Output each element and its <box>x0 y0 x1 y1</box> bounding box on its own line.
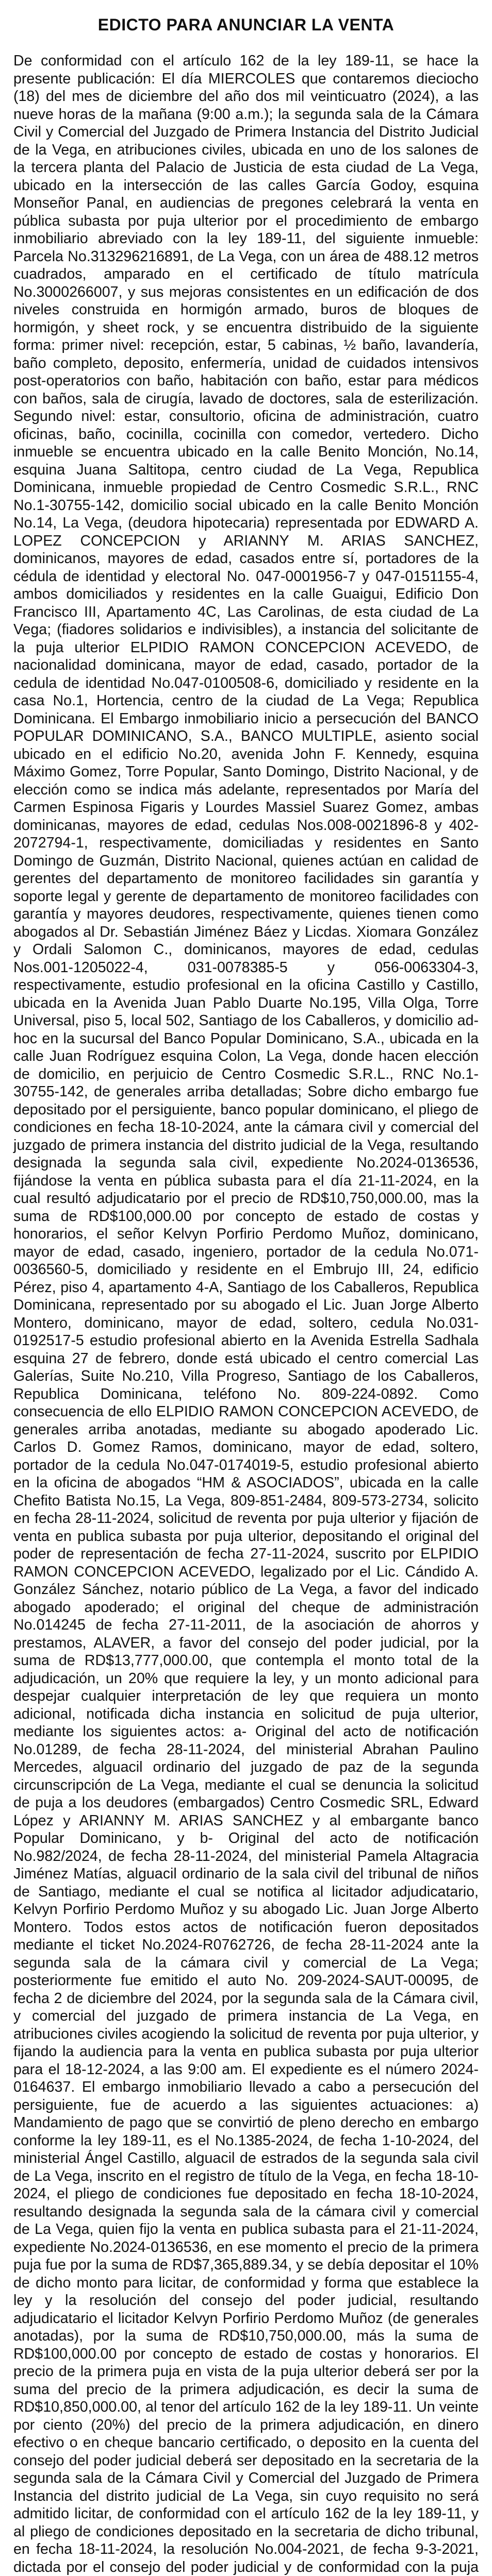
notice-title: EDICTO PARA ANUNCIAR LA VENTA <box>97 15 395 34</box>
notice-body: De conformidad con el artículo 162 de la ley 189-11, se hace la presente publicación: El día MIERCOLES que contaremos dieciocho (18) del mes de diciembre del año dos mil veinticuatro (2024), a las nueve horas de la mañana (9:00 a.m.); la segunda sala de la Cámara Civil y Comercial del Juzgado de Primera Instancia del Distrito Judicial de la Vega, en atribuciones civiles, ubicada en uno de los salones de la tercera planta del Palacio de Justicia de esta ciudad de La Vega, ubicado en la intersección de las calles García Godoy, esquina Monseñor Panal, en audiencias de pregones celebrará la venta en pública subasta por puja ulterior por el procedimiento de embargo inmobiliario abreviado con la ley 189-11, del siguiente inmueble: Parcela No.313296216891, de La Vega, con un área de 488.12 metros cuadrados, amparado en el certificado de título matrícula No.3000266007, y sus mejoras consistentes en un edificación de dos niveles construida en hormigón armado, buros de bloques de hormigón, y sheet rock, y se encuentra distribuido de la siguiente forma: primer nivel: recepción, estar, 5 cabinas, ½ baño, lavandería, baño completo, deposito, enfermería, unidad de cuidados intensivos post-operatorios con baño, habitación con baño, estar para médicos con baños, sala de cirugía, lavado de doctores, sala de esterilización. Segundo nivel: estar, consultorio, oficina de administración, cuatro oficinas, baño, cocinilla, cocinilla con comedor, vertedero. Dicho inmueble se encuentra ubicado en la calle Benito Monción, No.14, esquina Juana Saltitopa, centro ciudad de La Vega, Republica Dominicana, inmueble propiedad de Centro Cosmedic S.R.L., RNC No.1-30755-142, domicilio social ubicado en la calle Benito Monción No.14, La Vega, (deudora hipotecaria) representada por EDWARD A. LOPEZ CONCEPCION y ARIANNY M. ARIAS SANCHEZ, dominicanos, mayores de edad, casados entre sí, portadores de la cédula de identidad y electoral No. 047-0001956-7 y 047-0151155-4, ambos domiciliados y residentes en la calle Guaigui, Edificio Don Francisco III, Apartamento 4C, Las Carolinas, de esta ciudad de La Vega; (fiadores solidarios e indivisibles), a instancia del solicitante de la puja ulterior ELPIDIO RAMON CONCEPCION ACEVEDO, de nacionalidad dominicana, mayor de edad, casado, portador de la cedula de identidad No.047-0100508-6, domiciliado y residente en la casa No.1, Hortencia, centro de la ciudad de La Vega; Republica Dominicana. El Embargo inmobiliario inicio a persecución del BANCO POPULAR DOMINICANO, S.A., BANCO MULTIPLE, asiento social ubicado en el edificio No.20, avenida John F. Kennedy, esquina Máximo Gomez, Torre Popular, Santo Domingo, Distrito Nacional, y de elección como se indica más adelante, representados por María del Carmen Espinosa Figaris y Lourdes Massiel Suarez Gomez, ambas dominicanas, mayores de edad, cedulas Nos.008-0021896-8 y 402-2072794-1, respectivamente, domiciliadas y residentes en Santo Domingo de Guzmán, Distrito Nacional, quienes actúan en calidad de gerentes del departamento de monitoreo facilidades sin garantía y soporte legal y gerente de departamento de monitoreo facilidades con garantía y mayores deudores, respectivamente, quienes tienen como abogados al Dr. Sebastián Jiménez Báez y Licdas. Xiomara González y Ordali Salomon C., dominicanos, mayores de edad, cedulas Nos.001-1205022-4, 031-0078385-5 y 056-0063304-3, respectivamente, estudio profesional en la oficina Castillo y Castillo, ubicada en la Avenida Juan Pablo Duarte No.195, Villa Olga, Torre Universal, piso 5, local 502, Santiago de los Caballeros, y domicilio ad-hoc en la sucursal del Banco Popular Dominicano, S.A., ubicada en la calle Juan Rodríguez esquina Colon, La Vega, donde hacen elección de domicilio, en perjuicio de Centro Cosmedic S.R.L., RNC No.1-30755-142, de generales arriba detalladas; Sobre dicho embargo fue depositado por el persiguiente, banco popular dominicano, el pliego de condiciones en fecha 18-10-2024, ante la cámara civil y comercial del juzgado de primera instancia del distrito judicial de la Vega, resultando designada la segunda sala civil, expediente No.2024-0136536, fijándose la venta en pública subasta para el día 21-11-2024, en la cual resultó adjudicatario por el precio de RD$10,750,000.00, mas la suma de RD$100,000.00 por concepto de estado de costas y honorarios, el señor Kelvyn Porfirio Perdomo Muñoz, dominicano, mayor de edad, casado, ingeniero, portador de la cedula No.071-0036560-5, domiciliado y residente en el Embrujo III, 24, edificio Pérez, piso 4, apartamento 4-A, Santiago de los Caballeros, Republica Dominicana, representado por su abogado el Lic. Juan Jorge Alberto Montero, dominicano, mayor de edad, soltero, cedula No.031-0192517-5 estudio profesional abierto en la Avenida Estrella Sadhala esquina 27 de febrero, donde está ubicado el centro comercial Las Galerías, Suite No.210, Villa Progreso, Santiago de los Caballeros, Republica Dominicana, teléfono No. 809-224-0892. Como consecuencia de ello ELPIDIO RAMON CONCEPCION ACEVEDO, de generales arriba anotadas, mediante su abogado apoderado Lic. Carlos D. Gomez Ramos, dominicano, mayor de edad, soltero, portador de la cedula No.047-0174019-5, estudio profesional abierto en la oficina de abogados “HM & ASOCIADOS”, ubicada en la calle Chefito Batista No.15, La Vega, 809-851-2484, 809-573-2734, solicito en fecha 28-11-2024, solicitud de reventa por puja ulterior y fijación de venta en publica subasta por puja ulterior, depositando el original del poder de representación de fecha 27-11-2024, suscrito por ELPIDIO RAMON CONCEPCION ACEVEDO, legalizado por el Lic. Cándido A. González Sánchez, notario público de La Vega, a favor del indicado abogado apoderado; el original del cheque de administración No.014245 de fecha 27-11-2011, de la asociación de ahorros y prestamos, ALAVER, a favor del consejo del poder judicial, por la suma de RD$13,777,000.00, que contempla el monto total de la adjudicación, un 20% que requiere la ley, y un monto adicional para despejar cualquier interpretación de ley que requiera un monto adicional, notificada dicha instancia en solicitud de puja ulterior, mediante los siguientes actos: a- Original del acto de notificación No.01289, de fecha 28-11-2024, del ministerial Abrahan Paulino Mercedes, alguacil ordinario del juzgado de paz de la segunda circunscripción de La Vega, mediante el cual se denuncia la solicitud de puja a los deudores (embargados) Centro Cosmedic SRL, Edward López y ARIANNY M. ARIAS SANCHEZ y al embargante banco Popular Dominicano, y b- Original del acto de notificación No.982/2024, de fecha 28-11-2024, del ministerial Pamela Altagracia Jiménez Matías, alguacil ordinario de la sala civil del tribunal de niños de Santiago, mediante el cual se notifica al licitador adjudicatario, Kelvyn Porfirio Perdomo Muñoz y su abogado Lic. Juan Jorge Alberto Montero. Todos estos actos de notificación fueron depositados mediante el ticket No.2024-R0762726, de fecha 28-11-2024 ante la segunda sala de la cámara civil y comercial de La Vega; posteriormente fue emitido el auto No. 209-2024-SAUT-00095, de fecha 2 de diciembre del 2024, por la segunda sala de la Cámara civil, y comercial del juzgado de primera instancia de La Vega, en atribuciones civiles acogiendo la solicitud de reventa por puja ulterior, y fijando la audiencia para la venta en publica subasta por puja ulterior para el 18-12-2024, a las 9:00 am. El expediente es el número 2024-0164637. El embargo inmobiliario llevado a cabo a persecución del persiguiente, fue de acuerdo a las siguientes actuaciones: a) Mandamiento de pago que se convirtió de pleno derecho en embargo conforme la ley 189-11, es el No.1385-2024, de fecha 1-10-2024, del ministerial Ángel Castillo, alguacil de estrados de la segunda sala civil de La Vega, inscrito en el registro de título de la Vega, en fecha 18-10-2024, el pliego de condiciones fue depositado en fecha 18-10-2024, resultando designada la segunda sala de la cámara civil y comercial de La Vega, quien fijo la venta en publica subasta para el 21-11-2024, expediente No.2024-0136536, en ese momento el precio de la primera puja fue por la suma de RD$7,365,889.34, y se debía depositar el 10% de dicho monto para licitar, de conformidad y forma que establece la ley y la resolución del consejo del poder judicial, resultando adjudicatario el licitador Kelvyn Porfirio Perdomo Muñoz (de generales anotadas), por la suma de RD$10,750,000.00, más la suma de RD$100,000.00 por concepto de estado de costas y honorarios. El precio de la primera puja en vista de la puja ulterior deberá ser por la suma del precio de la primera adjudicación, es decir la suma de RD$10,850,000.00, al tenor del artículo 162 de la ley 189-11. Un veinte por ciento (20%) del precio de la primera adjudicación, en dinero efectivo o en cheque bancario certificado, o deposito en la cuenta del consejo del poder judicial deberá ser depositado en la secretaria de la segunda sala de la Cámara Civil y Comercial del Juzgado de Primera Instancia del distrito judicial de La Vega, sin cuyo requisito no será admitido licitar, de conformidad con el artículo 162 de la ley 189-11, y al pliego de condiciones depositado en la secretaria de dicho tribunal, en fecha 18-11-2024, la resolución No.004-2021, de fecha 9-3-2021, dictada por el consejo del poder judicial y de conformidad con la puja <box>13 53 479 2575</box>
